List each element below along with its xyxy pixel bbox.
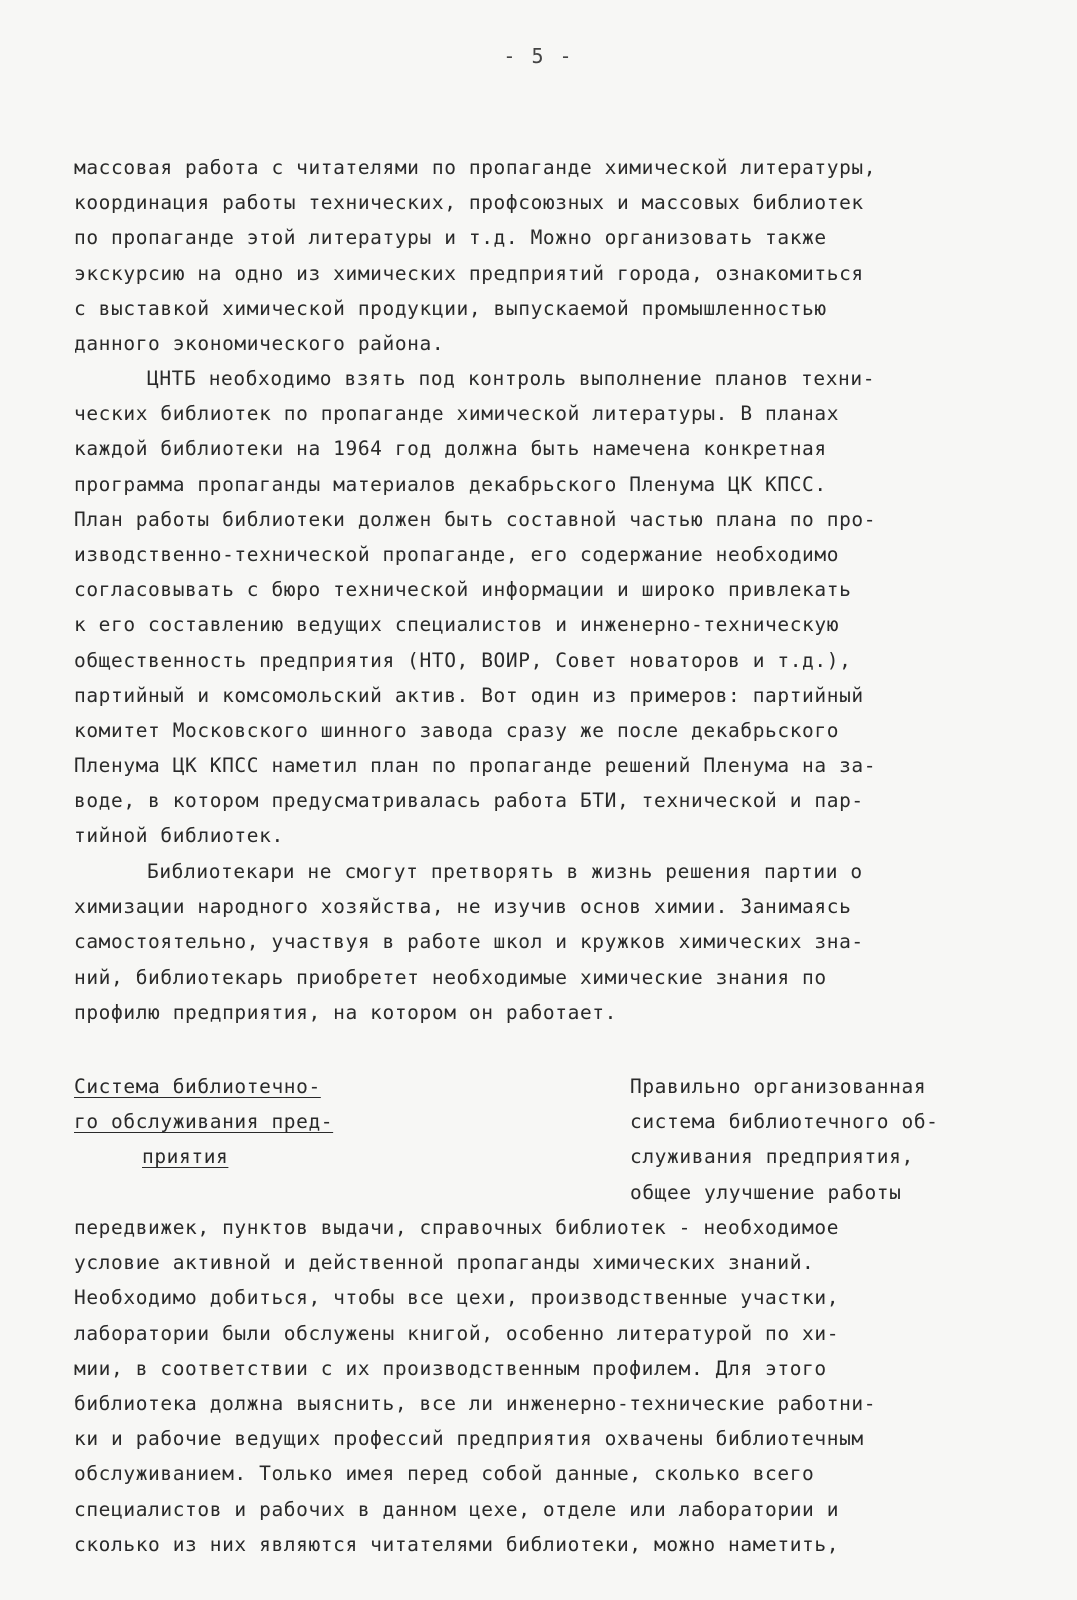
text-line: данного экономического района. xyxy=(74,331,445,355)
text-line: общее улучшение работы xyxy=(630,1180,902,1204)
paragraph-bottom xyxy=(74,1210,1014,1562)
text-line: комитет Московского шинного завода сразу же после декабрьского xyxy=(74,718,840,742)
text-line: Правильно организованная xyxy=(630,1075,927,1098)
text-line: обслуживанием. Только имея перед собой данные, сколько всего xyxy=(74,1462,815,1486)
paragraph-ntb xyxy=(74,361,1014,854)
section-heading xyxy=(74,1069,404,1175)
text-line: ний, библиотекарь приобретет необходимые химические знания по xyxy=(74,965,827,989)
text-line: сколько из них являются читателями библиотеки, можно наметить, xyxy=(74,1532,840,1556)
text-line: профилю предприятия, на котором он работает. xyxy=(74,1000,617,1024)
text-line: ки и рабочие ведущих профессий предприятия охвачены библиотечным xyxy=(74,1427,864,1451)
text-line: Пленума ЦК КПСС наметил план по пропаганде решений Пленума на за- xyxy=(74,754,877,778)
text-line: самостоятельно, участвуя в работе школ и кружков химических зна- xyxy=(74,930,864,954)
heading-line: Система библиотечно- xyxy=(74,1075,321,1098)
text-line: массовая работа с читателями по пропаганде химической литературы, xyxy=(74,156,877,179)
text-line: мии, в соответствии с их производственным профилем. Для этого xyxy=(74,1356,827,1380)
text-line: согласовывать с бюро технической информации и широко привлекать xyxy=(74,578,852,602)
heading-line: приятия xyxy=(142,1145,229,1169)
text-line: с выставкой химической продукции, выпускаемой промышленностью xyxy=(74,296,827,320)
text-line: тийной библиотек. xyxy=(74,824,284,848)
text-line: условие активной и действенной пропаганды химических знаний. xyxy=(74,1251,815,1275)
text-line: экскурсию на одно из химических предприятий города, ознакомиться xyxy=(74,261,864,285)
text-line: по пропаганде этой литературы и т.д. Можно организовать также xyxy=(74,226,827,250)
text-line: к его составлению ведущих специалистов и инженерно-техническую xyxy=(74,613,840,637)
text-line: координация работы технических, профсоюзных и массовых библиотек xyxy=(74,191,864,215)
text-line: ЦНТБ необходимо взять под контроль выполнение планов техни- xyxy=(147,367,876,390)
text-line: передвижек, пунктов выдачи, справочных библиотек - необходимое xyxy=(74,1216,840,1239)
text-line: система библиотечного об- xyxy=(630,1110,939,1134)
paragraph-librarians xyxy=(74,854,1014,1030)
text-line: общественность предприятия (НТО, ВОИР, Совет новаторов и т.д.), xyxy=(74,648,852,672)
text-line: Библиотекари не смогут претворять в жизнь решения партии о xyxy=(147,860,863,883)
text-line: Необходимо добиться, чтобы все цехи, производственные участки, xyxy=(74,1286,840,1310)
section-side-text xyxy=(630,1069,1030,1210)
text-line: химизации народного хозяйства, не изучив основ химии. Занимаясь xyxy=(74,895,852,919)
text-line: План работы библиотеки должен быть составной частью плана по про- xyxy=(74,507,877,531)
text-line: ческих библиотек по пропаганде химической литературы. В планах xyxy=(74,402,840,426)
text-line: специалистов и рабочих в данном цехе, отделе или лаборатории и xyxy=(74,1497,840,1521)
text-line: программа пропаганды материалов декабрьского Пленума ЦК КПСС. xyxy=(74,472,827,496)
text-line: библиотека должна выяснить, все ли инженерно-технические работни- xyxy=(74,1391,877,1415)
paragraph-top xyxy=(74,150,1014,361)
text-line: партийный и комсомольский актив. Вот один из примеров: партийный xyxy=(74,683,864,707)
text-line: лаборатории были обслужены книгой, особенно литературой по хи- xyxy=(74,1321,840,1345)
text-line: воде, в котором предусматривалась работа БТИ, технической и пар- xyxy=(74,789,864,813)
text-line: каждой библиотеки на 1964 год должна быть намечена конкретная xyxy=(74,437,827,461)
text-line: изводственно-технической пропаганде, его содержание необходимо xyxy=(74,542,840,566)
heading-line: го обслуживания пред- xyxy=(74,1110,334,1134)
page-number: - 5 - xyxy=(503,44,574,68)
text-line: служивания предприятия, xyxy=(630,1145,914,1169)
